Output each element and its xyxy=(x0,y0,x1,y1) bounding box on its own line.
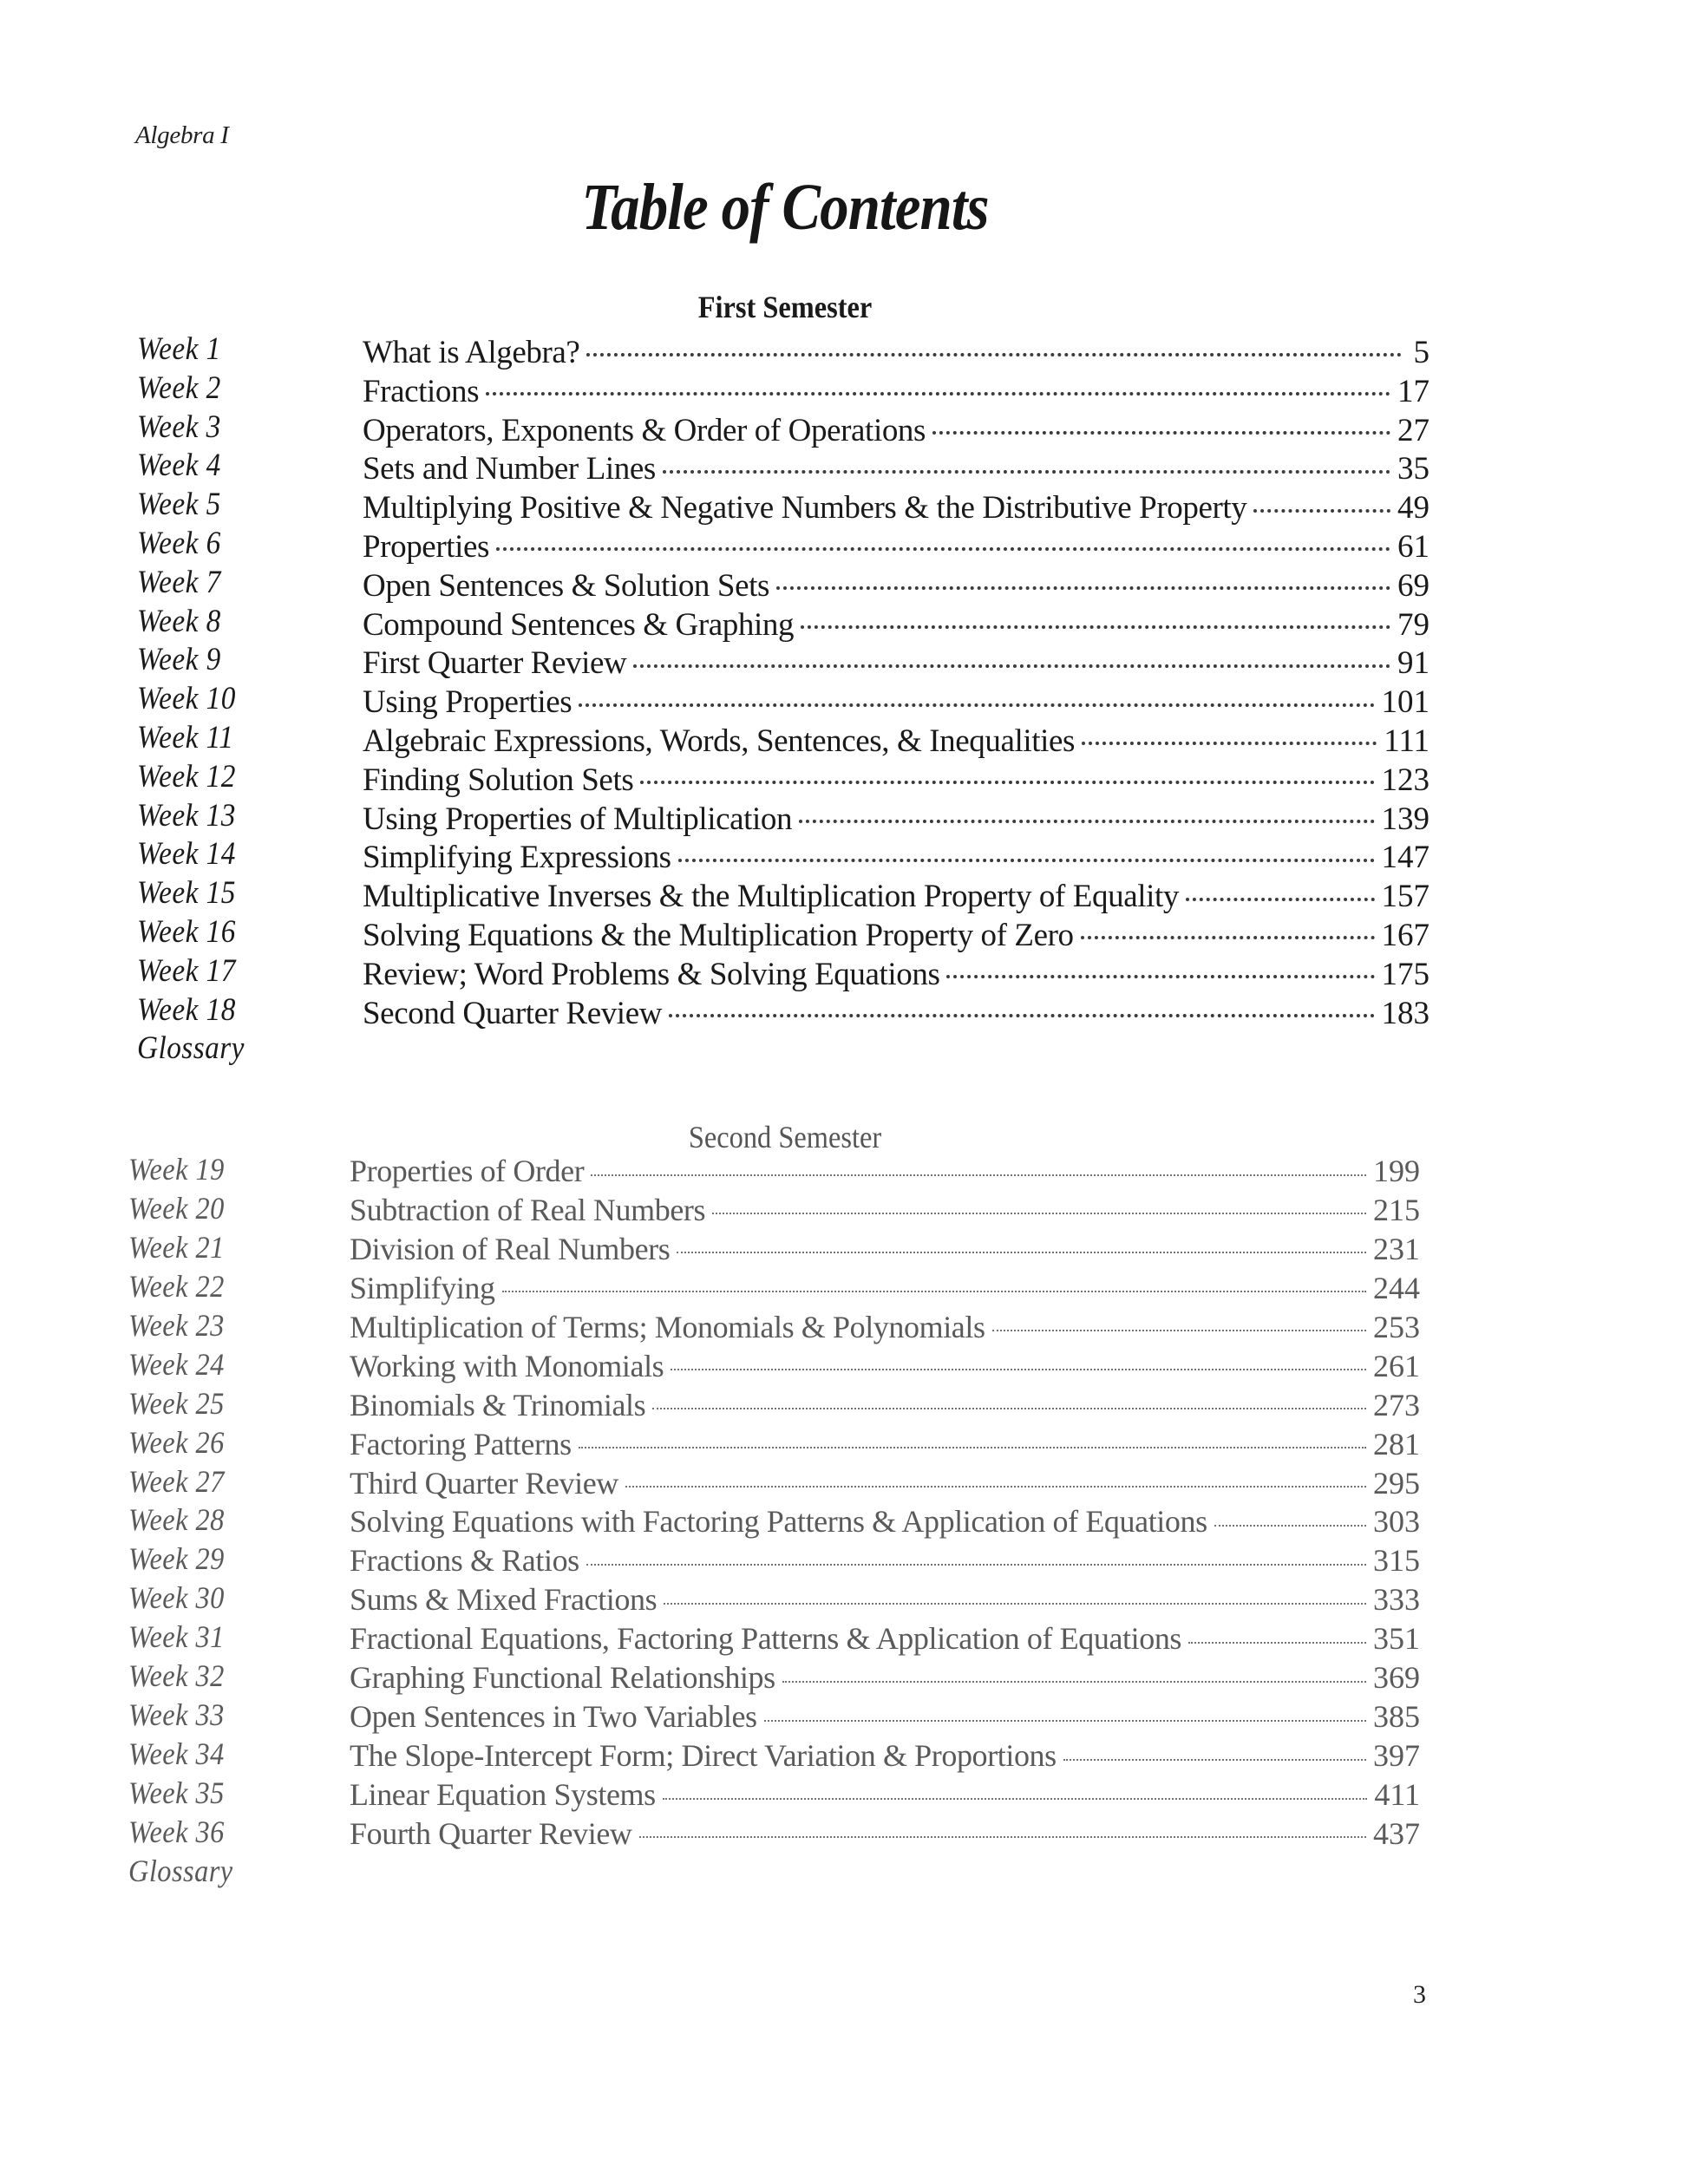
toc-entry-line[interactable] xyxy=(350,1423,1420,1464)
chapter-title[interactable]: Third Quarter Review xyxy=(350,1465,618,1501)
page-ref: 244 xyxy=(1373,1270,1420,1305)
toc-entry-line[interactable] xyxy=(350,1150,1420,1191)
week-label: Week 7 xyxy=(137,564,221,600)
chapter-title[interactable]: Multiplication of Terms; Monomials & Polynomials xyxy=(350,1309,985,1344)
toc-entry-line[interactable] xyxy=(350,1618,1420,1658)
dot-leader xyxy=(633,641,1390,673)
chapter-title[interactable]: Using Properties xyxy=(363,684,572,721)
chapter-title[interactable]: Using Properties of Multiplication xyxy=(363,801,793,837)
page-ref: 101 xyxy=(1381,684,1430,721)
week-label: Week 30 xyxy=(128,1580,225,1616)
toc-entry-line[interactable] xyxy=(363,641,1430,683)
toc-entry-line[interactable] xyxy=(350,1774,1420,1815)
page-ref: 199 xyxy=(1373,1154,1420,1188)
toc-entry[interactable] xyxy=(137,603,1430,642)
chapter-title[interactable]: Binomials & Trinomials xyxy=(350,1387,646,1422)
toc-entry[interactable] xyxy=(137,913,1430,952)
chapter-title[interactable]: Algebraic Expressions, Words, Sentences, & Inequalities xyxy=(363,723,1076,759)
dot-leader xyxy=(992,1306,1366,1337)
page-ref: 231 xyxy=(1373,1231,1420,1266)
glossary-entry[interactable] xyxy=(137,1030,1430,1069)
dot-leader xyxy=(1188,1618,1366,1649)
dot-leader xyxy=(486,369,1390,402)
dot-leader xyxy=(1081,913,1375,945)
dot-leader xyxy=(764,1696,1366,1727)
toc-entry[interactable] xyxy=(128,1657,1420,1696)
toc-entry[interactable] xyxy=(137,330,1430,369)
dot-leader xyxy=(1253,486,1390,518)
toc-entry-line[interactable] xyxy=(350,1189,1420,1230)
dot-leader xyxy=(586,330,1402,363)
chapter-title[interactable]: Solving Equations with Factoring Patterns & Application of Equations xyxy=(350,1504,1207,1540)
dot-leader xyxy=(678,835,1375,867)
dot-leader xyxy=(1214,1501,1366,1532)
week-label: Week 31 xyxy=(128,1619,225,1655)
toc-entry-line[interactable] xyxy=(350,1657,1420,1697)
chapter-title[interactable]: First Quarter Review xyxy=(363,645,627,682)
toc-entry-line[interactable] xyxy=(363,330,1430,373)
toc-entry[interactable] xyxy=(128,1696,1420,1735)
chapter-title[interactable]: Linear Equation Systems xyxy=(350,1777,656,1812)
dot-leader xyxy=(591,1150,1366,1181)
glossary-entry[interactable] xyxy=(128,1852,1420,1891)
week-label: Week 18 xyxy=(137,991,236,1028)
page-ref: 369 xyxy=(1373,1660,1420,1696)
chapter-title[interactable]: Review; Word Problems & Solving Equations xyxy=(363,956,940,992)
dot-leader xyxy=(663,447,1390,479)
week-label: Week 26 xyxy=(128,1424,225,1460)
dot-leader xyxy=(663,1774,1368,1805)
chapter-title[interactable]: Subtraction of Real Numbers xyxy=(350,1192,706,1227)
page-ref: 315 xyxy=(1373,1543,1420,1579)
page-ref: 79 xyxy=(1397,606,1430,643)
toc-entry[interactable] xyxy=(137,409,1430,448)
dot-leader xyxy=(946,952,1374,984)
toc-entry-line[interactable] xyxy=(350,1384,1420,1425)
glossary-label[interactable]: Glossary xyxy=(128,1853,233,1888)
week-label: Week 19 xyxy=(128,1152,225,1187)
dot-leader xyxy=(801,603,1390,635)
toc-entry[interactable] xyxy=(128,1618,1420,1657)
toc-entry[interactable] xyxy=(137,874,1430,913)
toc-entry-line[interactable] xyxy=(363,369,1430,412)
first-semester-toc xyxy=(137,330,1430,1069)
chapter-title[interactable]: Sets and Number Lines xyxy=(363,451,656,487)
dot-leader xyxy=(652,1384,1366,1416)
page-ref: 385 xyxy=(1373,1699,1420,1735)
week-label: Week 1 xyxy=(137,331,221,367)
week-label: Week 23 xyxy=(128,1307,225,1343)
toc-entry-line[interactable] xyxy=(363,680,1430,723)
chapter-title[interactable]: Fractional Equations, Factoring Patterns & Application of Equations xyxy=(350,1621,1182,1657)
toc-entry[interactable] xyxy=(128,1384,1420,1423)
chapter-title[interactable]: Division of Real Numbers xyxy=(350,1231,671,1266)
week-label: Week 29 xyxy=(128,1541,225,1577)
dot-leader xyxy=(932,409,1390,441)
dot-leader xyxy=(640,758,1374,790)
chapter-title[interactable]: Open Sentences in Two Variables xyxy=(350,1699,757,1735)
chapter-title[interactable]: Sums & Mixed Fractions xyxy=(350,1582,658,1618)
toc-entry-line[interactable] xyxy=(363,835,1430,878)
week-label: Week 15 xyxy=(137,875,236,912)
dot-leader xyxy=(1063,1735,1366,1766)
first-semester-heading: First Semester xyxy=(697,290,873,324)
chapter-title[interactable]: Simplifying Expressions xyxy=(363,840,671,876)
page-ref: 91 xyxy=(1397,645,1430,682)
toc-entry-line[interactable] xyxy=(350,1306,1420,1347)
dot-leader xyxy=(586,1540,1366,1571)
week-label: Week 6 xyxy=(137,525,221,561)
week-label: Week 25 xyxy=(128,1385,225,1421)
page-ref: 139 xyxy=(1381,801,1430,837)
toc-entry[interactable] xyxy=(137,758,1430,797)
page-ref: 5 xyxy=(1413,335,1430,370)
page-number: 3 xyxy=(1413,1980,1426,2009)
toc-entry-line[interactable] xyxy=(363,447,1430,489)
week-label: Week 14 xyxy=(137,836,236,873)
week-label: Week 17 xyxy=(137,952,236,989)
toc-entry[interactable] xyxy=(137,641,1430,680)
toc-entry-line[interactable] xyxy=(350,1813,1420,1854)
week-label: Week 9 xyxy=(137,642,221,678)
dot-leader xyxy=(579,680,1374,712)
toc-entry[interactable] xyxy=(137,991,1430,1030)
toc-entry[interactable] xyxy=(137,486,1430,525)
toc-entry-line[interactable] xyxy=(350,1540,1420,1580)
toc-entry[interactable] xyxy=(128,1306,1420,1345)
toc-entry[interactable] xyxy=(128,1735,1420,1774)
toc-entry[interactable] xyxy=(128,1774,1420,1813)
page-ref: 273 xyxy=(1373,1387,1420,1422)
page-ref: 27 xyxy=(1397,412,1430,448)
toc-entry[interactable] xyxy=(128,1228,1420,1267)
page-ref: 49 xyxy=(1397,490,1430,526)
chapter-title[interactable]: Solving Equations & the Multiplication Property of Zero xyxy=(363,917,1074,953)
dot-leader xyxy=(1186,874,1375,906)
toc-entry[interactable] xyxy=(128,1462,1420,1501)
page-ref: 167 xyxy=(1381,917,1430,953)
page-ref: 61 xyxy=(1397,528,1430,565)
toc-entry[interactable] xyxy=(137,447,1430,486)
dot-leader xyxy=(669,991,1374,1023)
page-ref: 261 xyxy=(1373,1348,1420,1383)
week-label: Week 4 xyxy=(137,448,221,484)
page-ref: 69 xyxy=(1397,567,1430,604)
toc-entry-line[interactable] xyxy=(363,603,1430,645)
page-ref: 303 xyxy=(1373,1504,1420,1540)
chapter-title[interactable]: Graphing Functional Relationships xyxy=(350,1660,775,1696)
chapter-title[interactable]: Multiplying Positive & Negative Numbers & the Distributive Property xyxy=(363,490,1247,526)
week-label: Week 12 xyxy=(137,758,236,794)
page-ref: 397 xyxy=(1373,1738,1420,1774)
second-semester-toc xyxy=(128,1150,1420,1891)
dot-leader xyxy=(625,1462,1366,1494)
toc-entry[interactable] xyxy=(137,369,1430,409)
week-label: Week 13 xyxy=(137,797,236,834)
toc-entry-line[interactable] xyxy=(363,719,1430,762)
dot-leader xyxy=(671,1345,1366,1376)
page-title: Table of Contents xyxy=(581,171,989,244)
week-label: Week 2 xyxy=(137,369,221,406)
week-label: Week 11 xyxy=(137,719,234,755)
toc-entry[interactable] xyxy=(128,1540,1420,1579)
page-ref: 147 xyxy=(1381,840,1430,876)
toc-entry-line[interactable] xyxy=(363,797,1430,840)
page-ref: 351 xyxy=(1373,1621,1420,1657)
page-ref: 157 xyxy=(1381,879,1430,915)
page-ref: 281 xyxy=(1373,1426,1420,1461)
toc-entry-line[interactable] xyxy=(363,913,1430,956)
chapter-title[interactable]: Fractions xyxy=(363,373,480,409)
toc-entry-line[interactable] xyxy=(363,952,1430,995)
dot-leader xyxy=(664,1579,1366,1610)
toc-entry[interactable] xyxy=(128,1345,1420,1384)
chapter-title[interactable]: Factoring Patterns xyxy=(350,1426,572,1461)
week-label: Week 8 xyxy=(137,603,221,639)
dot-leader xyxy=(782,1657,1366,1688)
dot-leader xyxy=(799,797,1374,829)
week-label: Week 16 xyxy=(137,913,236,950)
chapter-title[interactable]: Finding Solution Sets xyxy=(363,762,634,798)
glossary-label[interactable]: Glossary xyxy=(137,1030,245,1067)
week-label: Week 36 xyxy=(128,1814,225,1849)
chapter-title[interactable]: The Slope-Intercept Form; Direct Variation & Proportions xyxy=(350,1738,1057,1774)
page-ref: 175 xyxy=(1381,956,1430,992)
toc-entry-line[interactable] xyxy=(363,991,1430,1034)
week-label: Week 5 xyxy=(137,487,221,523)
toc-entry-line[interactable] xyxy=(350,1696,1420,1736)
page-ref: 437 xyxy=(1373,1815,1420,1851)
week-label: Week 24 xyxy=(128,1346,225,1382)
toc-entry[interactable] xyxy=(128,1579,1420,1618)
chapter-title[interactable]: Open Sentences & Solution Sets xyxy=(363,567,769,604)
dot-leader xyxy=(496,525,1390,557)
toc-entry-line[interactable] xyxy=(363,486,1430,528)
week-label: Week 27 xyxy=(128,1463,225,1499)
week-label: Week 35 xyxy=(128,1775,225,1810)
chapter-title[interactable]: What is Algebra? xyxy=(363,335,580,370)
week-label: Week 3 xyxy=(137,409,221,445)
week-label: Week 22 xyxy=(128,1268,225,1304)
toc-entry[interactable] xyxy=(128,1150,1420,1189)
page-ref: 123 xyxy=(1381,762,1430,798)
toc-entry[interactable] xyxy=(128,1423,1420,1462)
running-head: Algebra I xyxy=(135,121,229,149)
chapter-title[interactable]: Properties xyxy=(363,528,490,565)
toc-entry-line[interactable] xyxy=(350,1579,1420,1619)
toc-entry-line[interactable] xyxy=(363,564,1430,606)
week-label: Week 33 xyxy=(128,1697,225,1733)
toc-entry[interactable] xyxy=(137,564,1430,603)
toc-entry-line[interactable] xyxy=(363,525,1430,567)
toc-entry-line[interactable] xyxy=(350,1501,1420,1541)
week-label: Week 34 xyxy=(128,1736,225,1772)
dot-leader xyxy=(502,1267,1366,1298)
dot-leader xyxy=(579,1423,1366,1455)
toc-entry[interactable] xyxy=(128,1813,1420,1852)
week-label: Week 20 xyxy=(128,1190,225,1226)
page-ref: 333 xyxy=(1373,1582,1420,1618)
week-label: Week 28 xyxy=(128,1502,225,1538)
page-ref: 111 xyxy=(1384,723,1430,759)
toc-entry-line[interactable] xyxy=(350,1462,1420,1503)
dot-leader xyxy=(712,1189,1366,1220)
chapter-title[interactable]: Properties of Order xyxy=(350,1154,585,1188)
toc-entry[interactable] xyxy=(128,1267,1420,1306)
chapter-title[interactable]: Fractions & Ratios xyxy=(350,1543,579,1579)
toc-entry[interactable] xyxy=(137,835,1430,874)
chapter-title[interactable]: Working with Monomials xyxy=(350,1348,664,1383)
chapter-title[interactable]: Multiplicative Inverses & the Multiplication Property of Equality xyxy=(363,879,1179,915)
page-ref: 253 xyxy=(1373,1309,1420,1344)
page-ref: 35 xyxy=(1397,451,1430,487)
dot-leader xyxy=(639,1813,1366,1844)
week-label: Week 10 xyxy=(137,681,236,717)
toc-entry-line[interactable] xyxy=(363,874,1430,917)
page-ref: 215 xyxy=(1373,1192,1420,1227)
dot-leader xyxy=(1082,719,1377,751)
dot-leader xyxy=(677,1228,1366,1259)
toc-entry[interactable] xyxy=(137,797,1430,836)
chapter-title[interactable]: Operators, Exponents & Order of Operations xyxy=(363,412,926,448)
week-label: Week 21 xyxy=(128,1229,225,1265)
dot-leader xyxy=(776,564,1390,596)
toc-entry[interactable] xyxy=(128,1189,1420,1228)
page-ref: 183 xyxy=(1381,995,1430,1031)
toc-entry[interactable] xyxy=(137,525,1430,564)
toc-entry[interactable] xyxy=(137,952,1430,991)
chapter-title[interactable]: Second Quarter Review xyxy=(363,995,663,1031)
chapter-title[interactable]: Compound Sentences & Graphing xyxy=(363,606,795,643)
second-semester-heading: Second Semester xyxy=(688,1120,882,1154)
toc-entry-line[interactable] xyxy=(363,409,1430,451)
toc-entry-line[interactable] xyxy=(363,758,1430,801)
page-ref: 295 xyxy=(1373,1465,1420,1501)
toc-entry[interactable] xyxy=(128,1501,1420,1540)
toc-entry-line[interactable] xyxy=(350,1267,1420,1308)
page-ref: 411 xyxy=(1374,1777,1420,1812)
toc-entry-line[interactable] xyxy=(350,1228,1420,1269)
page-ref: 17 xyxy=(1397,373,1430,409)
chapter-title[interactable]: Fourth Quarter Review xyxy=(350,1815,632,1851)
toc-entry[interactable] xyxy=(137,719,1430,758)
toc-entry-line[interactable] xyxy=(350,1345,1420,1386)
toc-entry-line[interactable] xyxy=(350,1735,1420,1775)
chapter-title[interactable]: Simplifying xyxy=(350,1270,495,1305)
toc-entry[interactable] xyxy=(137,680,1430,719)
week-label: Week 32 xyxy=(128,1658,225,1694)
